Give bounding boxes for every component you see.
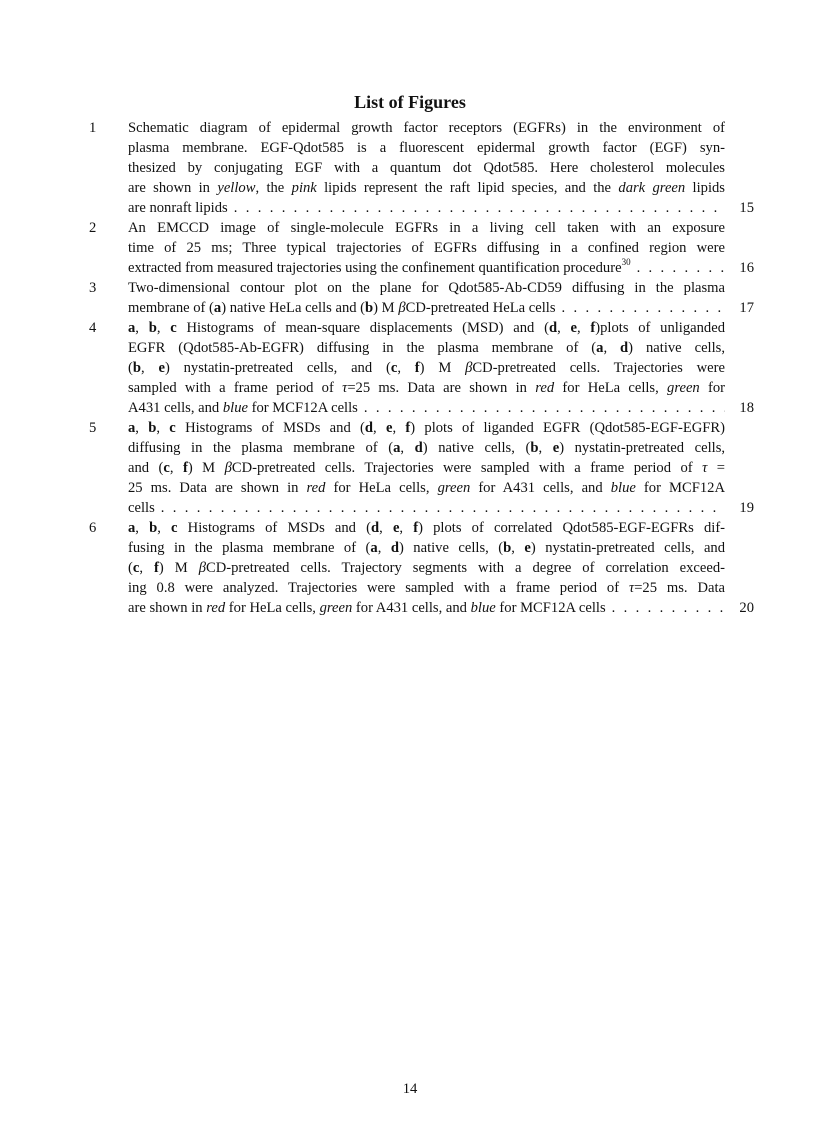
caption-line: plasma membrane. EGF-Qdot585 is a fluorescent epidermal growth factor (EGF) syn- [128,140,725,156]
dot-leader [612,598,725,618]
caption-line: cells [128,500,155,516]
page-title: List of Figures [354,92,466,112]
caption-line: thesized by conjugating EGF with a quantum dot Qdot585. Here cholesterol molecules [128,160,725,176]
caption-line: A431 cells, and blue for MCF12A cells [128,400,358,416]
caption-line: are nonraft lipids [128,200,228,216]
caption-line: time of 25 ms; Three typical trajectories of EGFRs diffusing in a confined region were [128,240,725,256]
figure-number: 2 [89,220,97,236]
figure-entry[interactable] [0,518,820,618]
caption-last-line [128,598,725,618]
caption-line: 25 ms. Data are shown in red for HeLa cells, green for A431 cells, and blue for MCF12A [128,480,725,496]
figure-caption [128,518,725,618]
caption-line: Two-dimensional contour plot on the plane for Qdot585-Ab-CD59 diffusing in the plasma [128,280,725,296]
caption-last-line [128,398,725,418]
figure-number: 6 [89,520,97,536]
dot-leader [637,258,725,278]
caption-line: membrane of (a) native HeLa cells and (b) M βCD-pretreated HeLa cells [128,300,556,316]
caption-line: are shown in yellow, the pink lipids represent the raft lipid species, and the dark green lipids [128,180,725,196]
dot-leader [562,298,725,318]
page-ref[interactable]: 20 [739,600,754,616]
caption-line: a, b, c Histograms of MSDs and (d, e, f) plots of liganded EGFR (Qdot585-EGF-EGFR) [128,420,726,436]
caption-line: fusing in the plasma membrane of (a, d) native cells, (b, e) nystatin-pretreated cells, and [128,540,726,556]
caption-line: a, b, c Histograms of MSDs and (d, e, f) plots of correlated Qdot585-EGF-EGFRs dif- [128,520,726,536]
caption-line: Schematic diagram of epidermal growth factor receptors (EGFRs) in the environment of [128,120,725,136]
figure-number: 5 [89,420,97,436]
caption-line: (b, e) nystatin-pretreated cells, and (c, f) M βCD-pretreated cells. Trajectories were [128,360,725,376]
caption-line: ing 0.8 were analyzed. Trajectories were sampled with a frame period of τ=25 ms. Data [128,580,725,596]
dot-leader [234,198,725,218]
figure-caption [128,418,725,518]
caption-line: EGFR (Qdot585-Ab-EGFR) diffusing in the plasma membrane of (a, d) native cells, [128,340,725,356]
figure-number: 1 [89,120,97,136]
page-ref[interactable]: 19 [739,500,754,516]
caption-line: are shown in red for HeLa cells, green for A431 cells, and blue for MCF12A cells [128,600,606,616]
figure-list [0,118,820,618]
page-ref[interactable]: 18 [739,400,754,416]
caption-line: extracted from measured trajectories using the confinement quantification procedure [128,260,622,276]
caption-last-line [128,498,725,518]
page-ref[interactable]: 17 [739,300,754,316]
page-ref[interactable]: 15 [739,200,754,216]
figure-caption [128,278,725,318]
figure-entry[interactable] [0,118,820,218]
figure-caption [128,218,725,278]
dot-leader [364,398,725,418]
caption-last-line [128,298,725,318]
page-number: 14 [402,1081,418,1097]
figure-entry[interactable] [0,278,820,318]
figure-entry[interactable] [0,218,820,278]
figure-entry[interactable] [0,418,820,518]
figure-entry[interactable] [0,318,820,418]
caption-line: An EMCCD image of single-molecule EGFRs in a living cell taken with an exposure [128,220,725,236]
page-ref[interactable]: 16 [739,260,754,276]
figure-caption [128,318,725,418]
figure-caption [128,118,725,218]
caption-line: diffusing in the plasma membrane of (a, d) native cells, (b, e) nystatin-pretreated cells, [128,440,726,456]
figure-number: 3 [89,280,97,296]
caption-line: (c, f) M βCD-pretreated cells. Trajectory segments with a degree of correlation exceed- [128,560,726,576]
caption-line: sampled with a frame period of τ=25 ms. Data are shown in red for HeLa cells, green for [128,380,725,396]
caption-line: and (c, f) M βCD-pretreated cells. Trajectories were sampled with a frame period of τ = [128,460,725,476]
figure-number: 4 [89,320,97,336]
caption-line: a, b, c Histograms of mean-square displacements (MSD) and (d, e, f)plots of unliganded [128,320,726,336]
dot-leader [161,498,725,518]
caption-last-line [128,258,725,278]
citation-ref[interactable]: 30 [621,257,631,268]
caption-last-line [128,198,725,218]
